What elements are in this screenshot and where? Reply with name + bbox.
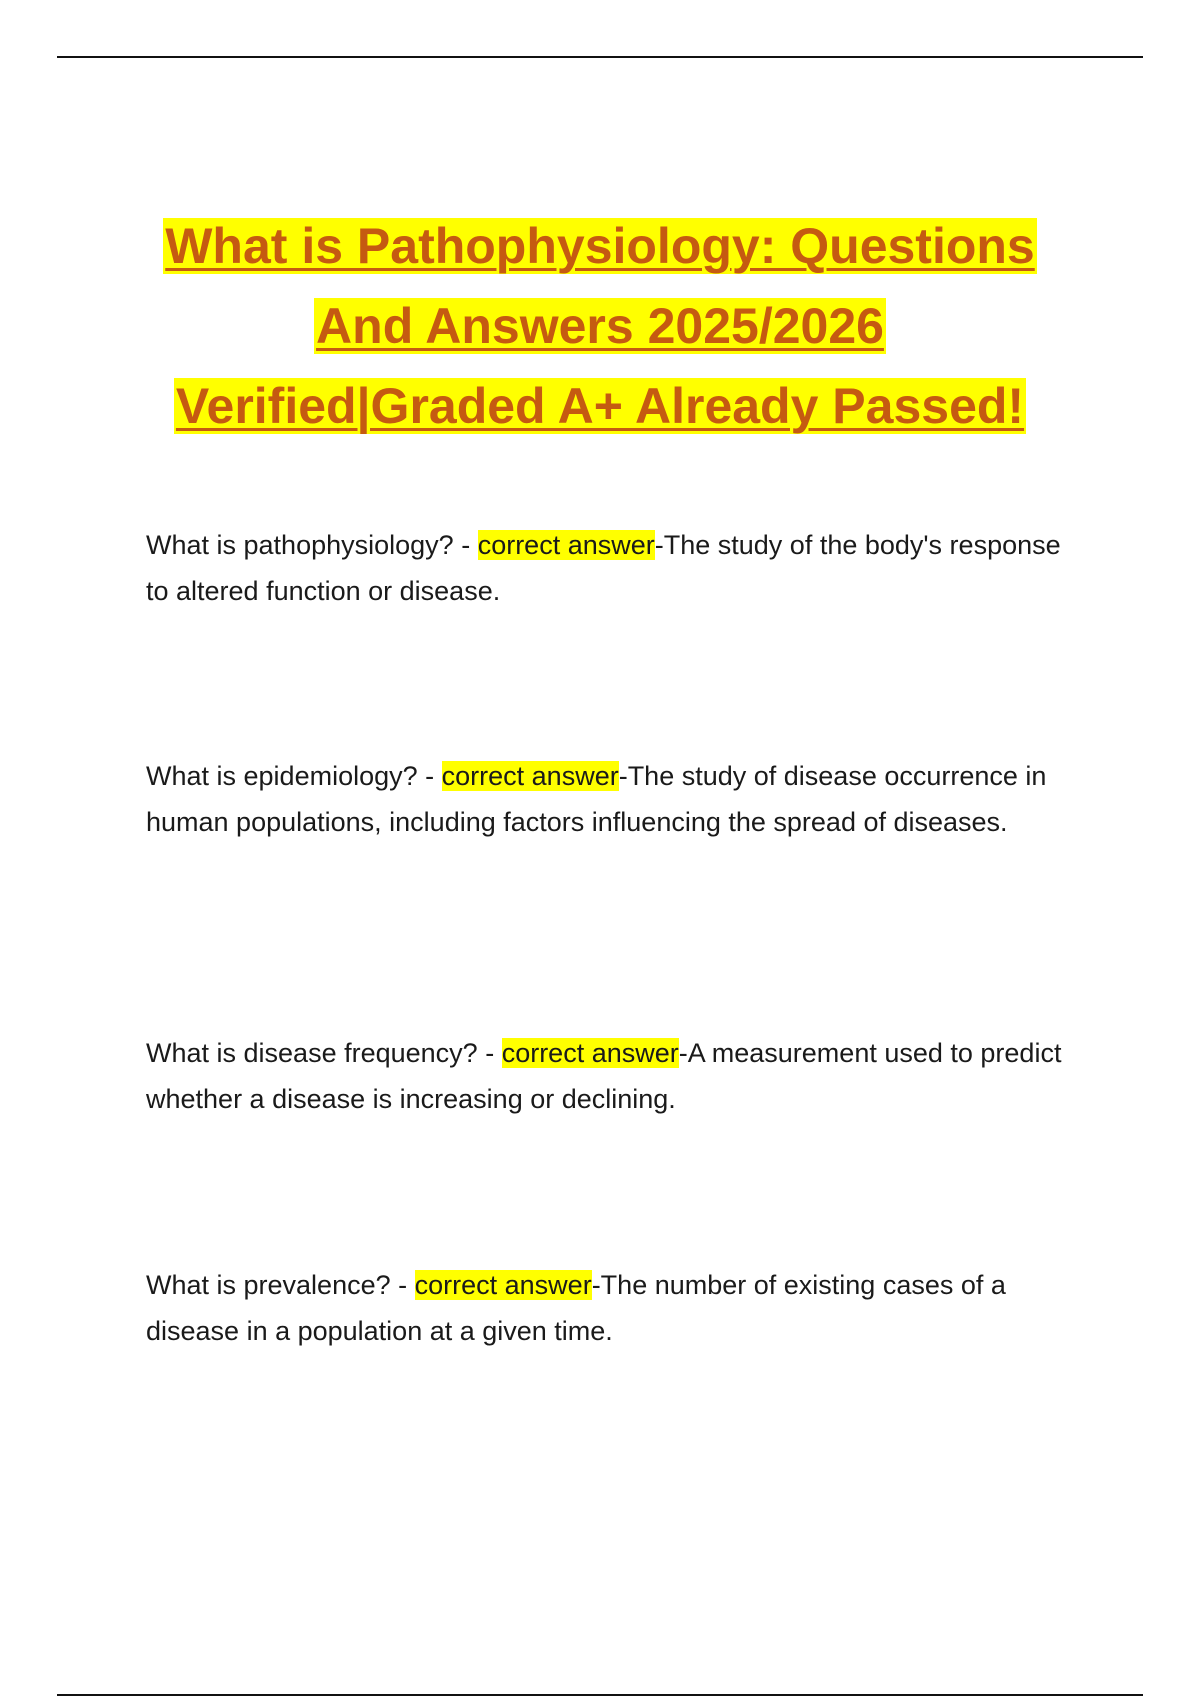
answer-text: -The study of disease occurrence in human populations, including factors influencing the spread of diseases. [146, 761, 1047, 837]
qa-item-pathophysiology [146, 522, 1086, 614]
separator: - [477, 1038, 502, 1068]
title-line-3: Verified|Graded A+ Already Passed! [175, 378, 1025, 434]
title-line-2: And Answers 2025/2026 [316, 298, 884, 354]
answer-text: -The number of existing cases of a disease in a population at a given time. [146, 1270, 1006, 1346]
answer-text: -A measurement used to predict whether a disease is increasing or declining. [146, 1038, 1062, 1114]
correct-answer-marker: correct answer [414, 1270, 592, 1300]
correct-answer-marker: correct answer [477, 530, 655, 560]
question-text: What is pathophysiology? [146, 530, 454, 560]
footer-rule [57, 1694, 1143, 1696]
answer-text: -The study of the body's response to altered function or disease. [146, 530, 1061, 606]
question-text: What is disease frequency? [146, 1038, 478, 1068]
header-rule [57, 56, 1143, 58]
qa-item-prevalence [146, 1262, 1086, 1354]
separator: - [453, 530, 478, 560]
separator: - [390, 1270, 415, 1300]
qa-item-epidemiology [146, 753, 1086, 845]
separator: - [417, 761, 442, 791]
correct-answer-marker: correct answer [501, 1038, 679, 1068]
question-text: What is epidemiology? [146, 761, 418, 791]
document-title [0, 206, 1200, 446]
question-text: What is prevalence? [146, 1270, 391, 1300]
correct-answer-marker: correct answer [441, 761, 619, 791]
title-line-1: What is Pathophysiology: Questions [165, 218, 1035, 274]
qa-item-disease-frequency [146, 1030, 1086, 1122]
